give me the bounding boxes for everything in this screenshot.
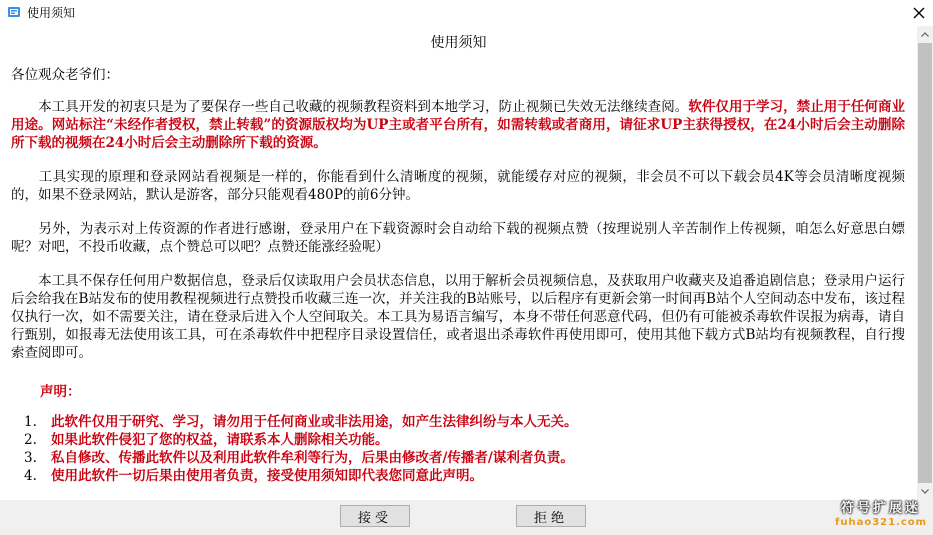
close-icon	[913, 7, 925, 19]
chevron-down-icon	[921, 489, 929, 494]
watermark-url-text: fuhao321.com	[835, 517, 928, 528]
principle-paragraph: 工具实现的原理和登录网站看视频是一样的，你能看到什么清晰度的视频，就能缓存对应的视频，非会员不可以下载会员4K等会员清晰度视频的，如果不登录网站，默认是游客，部分只能观看480P的前6分钟。	[11, 169, 905, 203]
reject-button[interactable]: 拒绝	[516, 505, 586, 527]
statement-number: 2.	[24, 432, 37, 448]
accept-button[interactable]: 接受	[340, 505, 410, 527]
scrollbar-thumb[interactable]	[918, 43, 932, 483]
notice-heading: 使用须知	[430, 35, 487, 51]
privacy-paragraph: 本工具不保存任何用户数据信息，登录后仅读取用户会员状态信息，以用于解析会员视频信息，及获取用户收藏夹及追番追剧信息；登录用户运行后会给我在B站发布的使用教程视频进行点赞投币收藏三连一次，并关注我的B站账号，以后程序有更新会第一时间再B站个人空间动态中发布，该过程仅执行一次，如不需要关注，请在登录后进入个人空间取关。本工具为易语言编写，本身不带任何恶意代码，但仍有可能被杀毒软件误报为病毒，请自行甄别，如报毒无法使用该工具，可在杀毒软件中把程序目录设置信任，或者退出杀毒软件再使用即可，使用其他下载方式B站均有视频教程，自行搜索查阅即可。	[11, 273, 905, 361]
statement-text: 私自修改、传播此软件以及利用此软件牟利等行为，后果由修改者/传播者/谋利者负责。	[51, 450, 574, 466]
thanks-paragraph: 另外，为表示对上传资源的作者进行感谢，登录用户在下载资源时会自动给下载的视频点赞（按理说别人辛苦制作上传视频，咱怎么好意思白嫖呢？对吧，不投币收藏，点个赞总可以吧？点赞还能涨经验呢）	[11, 221, 905, 255]
site-watermark	[835, 497, 927, 533]
statement-item-1	[24, 413, 578, 431]
app-icon	[7, 5, 21, 19]
statement-text: 如果此软件侵犯了您的权益，请联系本人删除相关功能。	[51, 432, 389, 448]
statement-text: 使用此软件一切后果由使用者负责，接受使用须知即代表您同意此声明。	[51, 468, 483, 484]
title-bar[interactable]	[0, 0, 933, 26]
statement-number: 3.	[24, 450, 37, 466]
greeting-text: 各位观众老爷们：	[11, 67, 119, 83]
watermark-cn-text: 符号扩展迷	[840, 501, 921, 516]
close-button[interactable]	[905, 0, 933, 26]
window-title: 使用须知	[27, 6, 76, 20]
notice-text-area[interactable]	[0, 26, 917, 500]
statement-number: 1.	[24, 414, 37, 430]
scroll-up-button[interactable]	[917, 26, 933, 43]
statement-text: 此软件仅用于研究、学习，请勿用于任何商业或非法用途，如产生法律纠纷与本人无关。	[51, 414, 578, 430]
purpose-paragraph	[11, 98, 905, 152]
statement-number: 4.	[24, 468, 37, 484]
statement-item-3	[24, 449, 574, 467]
statement-item-4	[24, 467, 483, 485]
purpose-normal-text: 本工具开发的初衷只是为了要保存一些自己收藏的视频教程资料到本地学习，防止视频已失效无法继续查阅。	[11, 99, 689, 115]
vertical-scrollbar[interactable]	[917, 26, 933, 500]
statement-label: 声明：	[40, 384, 81, 400]
statement-item-2	[24, 431, 389, 449]
button-bar	[0, 500, 933, 535]
chevron-up-icon	[921, 32, 929, 37]
purpose-warning-text: 软件仅用于学习，禁止用于任何商业用途。网站标注“未经作者授权，禁止转载”的资源版权均为UP主或者平台所有，如需转载或者商用，请征求UP主获得授权，在24小时后会主动删除所下载的视频在24小时后会主动删除所下载的资源。	[11, 99, 906, 151]
